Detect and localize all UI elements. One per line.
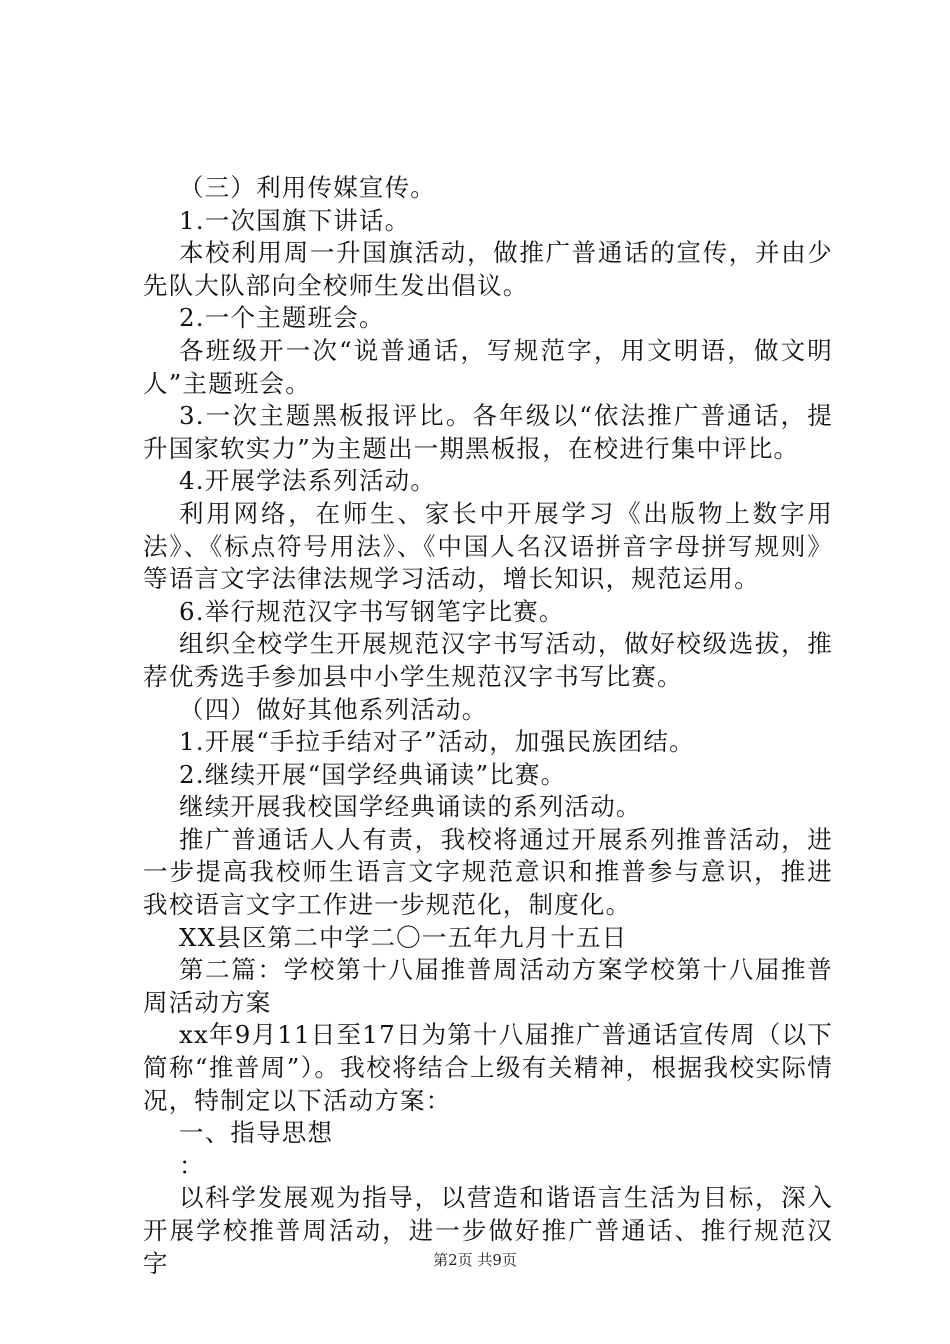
body-paragraph: 利用网络，在师生、家长中开展学习《出版物上数字用法》、《标点符号用法》、《中国人名汉语拼音字母拼写规则》等语言文字法律法规学习活动，增长知识，规范运用。 — [143, 498, 833, 594]
section-heading: 一、指导思想 — [179, 1118, 334, 1148]
section-heading: （四）做好其他系列活动。 — [179, 694, 488, 724]
body-paragraph: 3.一次主题黑板报评比。各年级以“依法推广普通话，提升国家软实力”为主题出一期黑板报，在校进行集中评比。 — [143, 401, 833, 463]
item-heading: 4.开展学法系列活动。 — [179, 466, 437, 496]
body-paragraph: 组织全校学生开展规范汉字书写活动，做好校级选拔，推荐优秀选手参加县中小学生规范汉字书写比赛。 — [143, 629, 833, 691]
item-heading: 2.继续开展“国学经典诵读”比赛。 — [179, 759, 567, 789]
document-body — [143, 172, 833, 1280]
section-heading: （三）利用传媒宣传。 — [179, 173, 436, 202]
chapter-title: 第二篇：学校第十八届推普周活动方案学校第十八届推普周活动方案 — [143, 955, 833, 1017]
signature-date-line: XX县区第二中学二〇一五年九月十五日 — [179, 922, 628, 952]
item-heading: 6.举行规范汉字书写钢笔字比赛。 — [179, 596, 565, 626]
page-number-label: 第2页 共9页 — [433, 1251, 517, 1269]
page-footer — [0, 1249, 950, 1270]
item-heading: 2.一个主题班会。 — [179, 303, 385, 333]
body-paragraph: 推广普通话人人有责，我校将通过开展系列推普活动，进一步提高我校师生语言文字规范意识和推普参与意识，推进我校语言文字工作进一步规范化，制度化。 — [143, 824, 833, 920]
body-paragraph: 各班级开一次“说普通话，写规范字，用文明语，做文明人”主题班会。 — [143, 335, 833, 398]
body-paragraph: 继续开展我校国学经典诵读的系列活动。 — [179, 792, 642, 822]
item-heading: 1.一次国旗下讲话。 — [179, 205, 411, 235]
item-heading: 1.开展“手拉手结对子”活动，加强民族团结。 — [179, 727, 695, 757]
body-paragraph: xx年9月11日至17日为第十八届推广普通话宣传周（以下简称“推普周”）。我校将结合上级有关精神，根据我校实际情况，特制定以下活动方案： — [143, 1020, 833, 1115]
body-paragraph: 以科学发展观为指导，以营造和谐语言生活为目标，深入开展学校推普周活动，进一步做好推广普通话、推行规范汉字 — [143, 1183, 833, 1278]
body-paragraph: 本校利用周一升国旗活动，做推广普通话的宣传，并由少先队大队部向全校师生发出倡议。 — [143, 238, 833, 300]
colon-line: ： — [179, 1150, 205, 1180]
